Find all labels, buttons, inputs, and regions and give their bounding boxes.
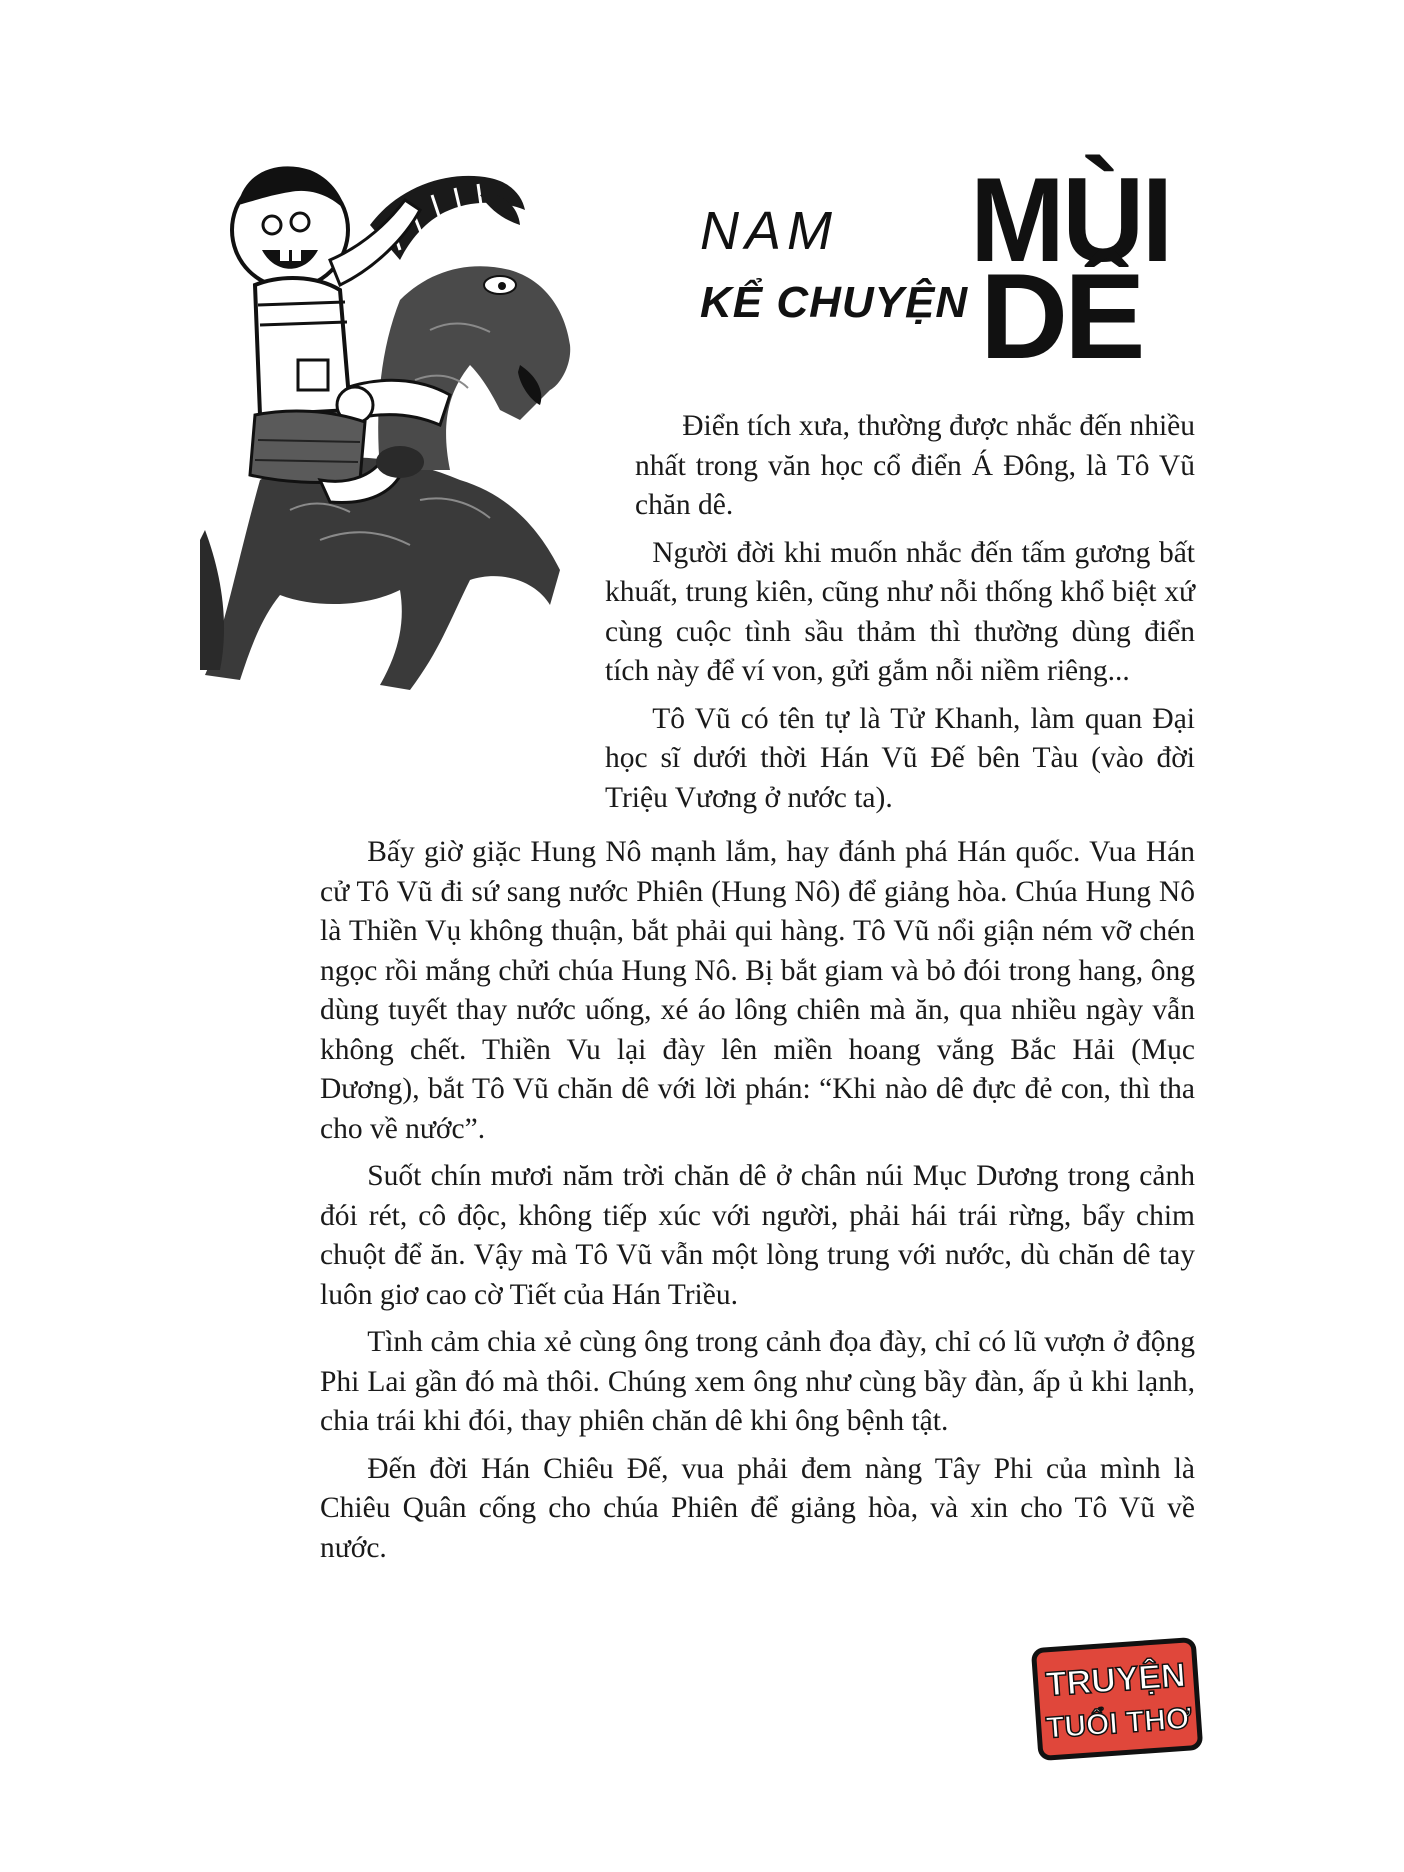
title-mui: MÙI <box>970 153 1171 287</box>
story-intro <box>605 407 1195 818</box>
paragraph: Điển tích xưa, thường được nhắc đến nhiều nhất trong văn học cổ điển Á Đông, là Tô Vũ chăn dê. <box>635 410 1195 521</box>
paragraph: Tô Vũ có tên tự là Tử Khanh, làm quan Đại học sĩ dưới thời Hán Vũ Đế bên Tàu (vào đời Triệu Vương ở nước ta). <box>605 702 1195 814</box>
paragraph: Đến đời Hán Chiêu Đế, vua phải đem nàng Tây Phi của mình là Chiêu Quân cống cho chúa Phiên để giảng hòa, và xin cho Tô Vũ về nước. <box>320 1452 1195 1564</box>
paragraph: Bấy giờ giặc Hung Nô mạnh lắm, hay đánh phá Hán quốc. Vua Hán cử Tô Vũ đi sứ sang nước Phiên (Hung Nô) để giảng hòa. Chúa Hung Nô là Thiền Vụ không thuận, bắt phải qui hàng. Tô Vũ nổi giận ném vỡ chén ngọc rồi mắng chửi chúa Hung Nô. Bị bắt giam và bỏ đói trong hang, ông dùng tuyết thay nước uống, xé áo lông chiên mà ăn, qua nhiều ngày vẫn không chết. Thiền Vu lại đày lên miền hoang vắng Bắc Hải (Mục Dương), bắt Tô Vũ chăn dê với lời phán: “Khi nào dê đực đẻ con, thì tha cho về nước”. <box>320 836 1195 1145</box>
paragraph: Người đời khi muốn nhắc đến tấm gương bất khuất, trung kiên, cũng như nỗi thống khổ biệt xứ cùng cuộc tình sầu thảm thì thường dùng điển tích này để ví von, gửi gắm nỗi niềm riêng... <box>605 536 1195 687</box>
paragraph: Suốt chín mươi năm trời chăn dê ở chân núi Mục Dương trong cảnh đói rét, cô độc, không tiếp xúc với người, phải hái trái rừng, bẩy chim chuột để ăn. Vậy mà Tô Vũ vẫn một lòng trung với nước, dù chăn dê tay luôn giơ cao cờ Tiết của Hán Triều. <box>320 1160 1195 1311</box>
title-de: DÊ <box>980 248 1142 384</box>
title-nam: NAM <box>700 201 838 261</box>
story-body <box>320 833 1195 1568</box>
title-block <box>690 153 1210 400</box>
watermark-line1: TRUYỆN <box>1044 1656 1187 1704</box>
boy-riding-goat-illustration <box>200 150 670 710</box>
paragraph: Tình cảm chia xẻ cùng ông trong cảnh đọa đày, chỉ có lũ vượn ở động Phi Lai gần đó mà thôi. Chúng xem ông như cùng bầy đàn, ấp ủ khi lạnh, chia trái khi đói, thay phiên chăn dê khi ông bệnh tật. <box>320 1326 1195 1437</box>
truyen-tuoi-tho-logo <box>1027 1633 1207 1763</box>
watermark-line2: TUỔI THƠ <box>1045 1701 1193 1745</box>
title-ke-chuyen: KỂ CHUYỆN <box>700 278 969 327</box>
